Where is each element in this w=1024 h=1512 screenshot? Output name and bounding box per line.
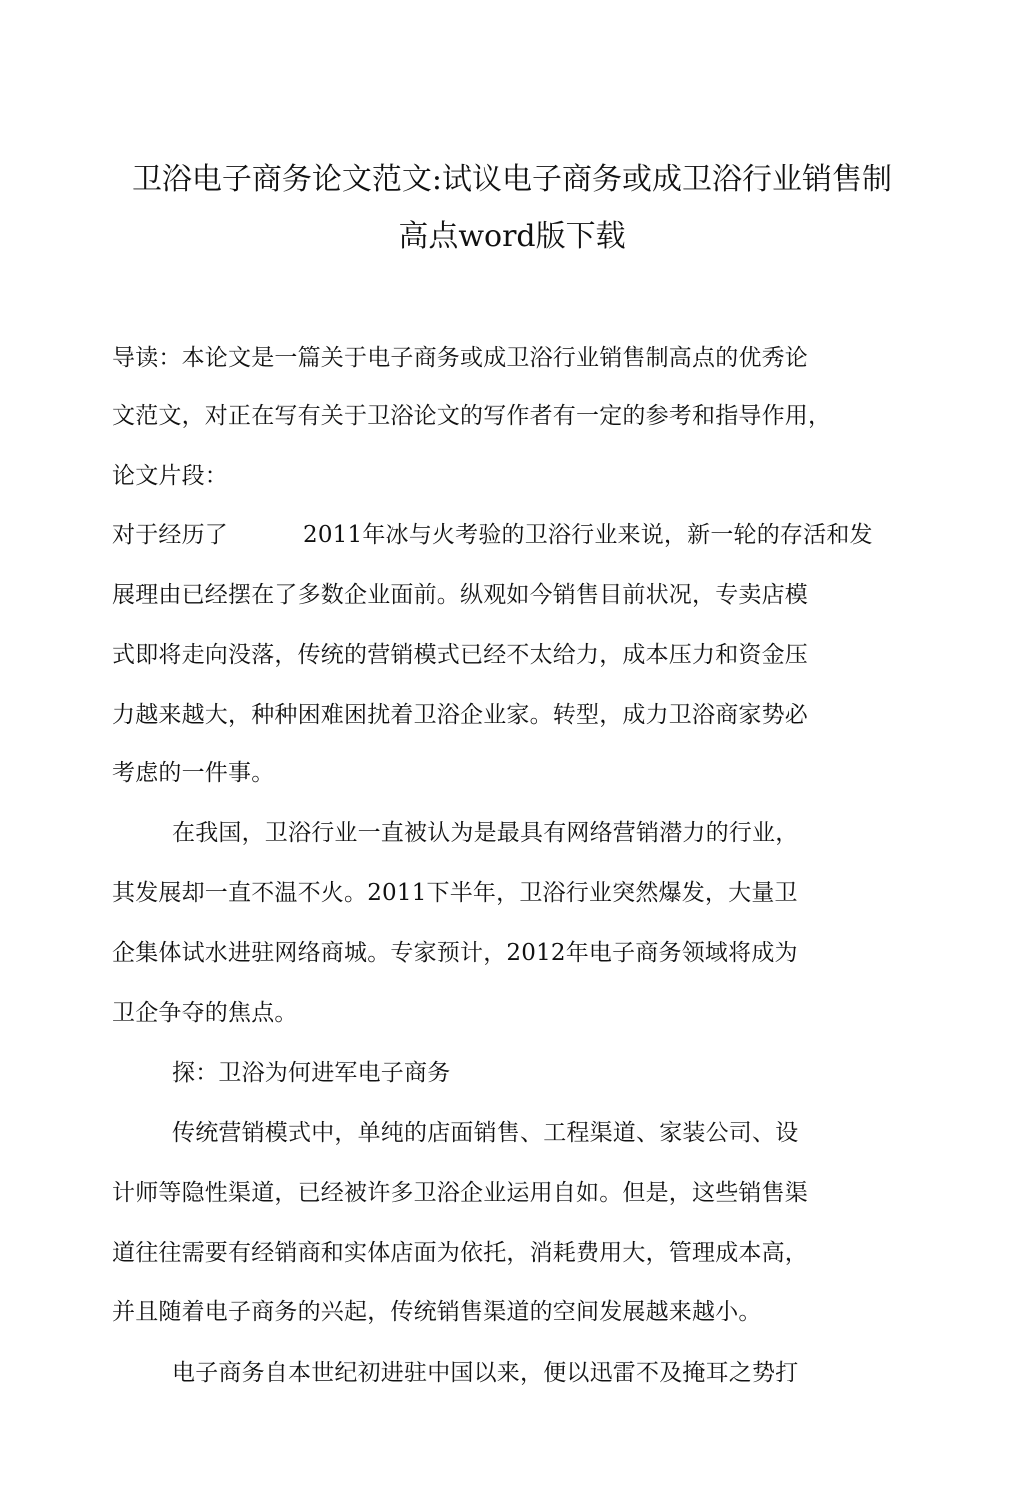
section-heading: 探：卫浴为何进军电子商务 [172, 1060, 451, 1086]
document-title-line-2: 高点word版下载 [398, 219, 626, 254]
paragraph-2-line-3: 企集体试水进驻网络商城。专家预计，2012年电子商务领域将成为 [112, 940, 798, 966]
paragraph-2-line-1: 在我国，卫浴行业一直被认为是最具有网络营销潜力的行业， [172, 820, 799, 846]
paragraph-1-line-4: 力越来越大，种种困难困扰着卫浴企业家。转型，成力卫浴商家势必 [112, 702, 808, 728]
paragraph-2-line-4: 卫企争夺的焦点。 [112, 1000, 298, 1026]
paragraph-2-line-2: 其发展却一直不温不火。2011下半年，卫浴行业突然爆发，大量卫 [112, 880, 798, 906]
paragraph-3-line-3: 道往往需要有经销商和实体店面为依托，消耗费用大，管理成本高， [112, 1240, 808, 1266]
paragraph-3-line-1: 传统营销模式中，单纯的店面销售、工程渠道、家装公司、设 [172, 1120, 799, 1146]
paragraph-4-line-1: 电子商务自本世纪初进驻中国以来，便以迅雷不及掩耳之势打 [172, 1360, 799, 1386]
document-title-line-1: 卫浴电子商务论文范文:试议电子商务或成卫浴行业销售制 [131, 162, 893, 197]
lead-line-2: 文范文，对正在写有关于卫浴论文的写作者有一定的参考和指导作用， [112, 403, 832, 429]
paragraph-3-line-2: 计师等隐性渠道，已经被许多卫浴企业运用自如。但是，这些销售渠 [112, 1180, 808, 1206]
lead-line-1: 导读：本论文是一篇关于电子商务或成卫浴行业销售制高点的优秀论 [112, 345, 808, 371]
paragraph-3-line-4: 并且随着电子商务的兴起，传统销售渠道的空间发展越来越小。 [112, 1299, 762, 1325]
lead-line-3: 论文片段： [112, 463, 228, 489]
paragraph-1-line-1-right: 2011年冰与火考验的卫浴行业来说，新一轮的存活和发 [303, 522, 873, 548]
paragraph-1-line-2: 展理由已经摆在了多数企业面前。纵观如今销售目前状况，专卖店模 [112, 582, 808, 608]
paragraph-1-line-5: 考虑的一件事。 [112, 760, 275, 786]
paragraph-1-line-1-left: 对于经历了 [112, 522, 228, 548]
paragraph-1-line-3: 式即将走向没落，传统的营销模式已经不太给力，成本压力和资金压 [112, 642, 808, 668]
